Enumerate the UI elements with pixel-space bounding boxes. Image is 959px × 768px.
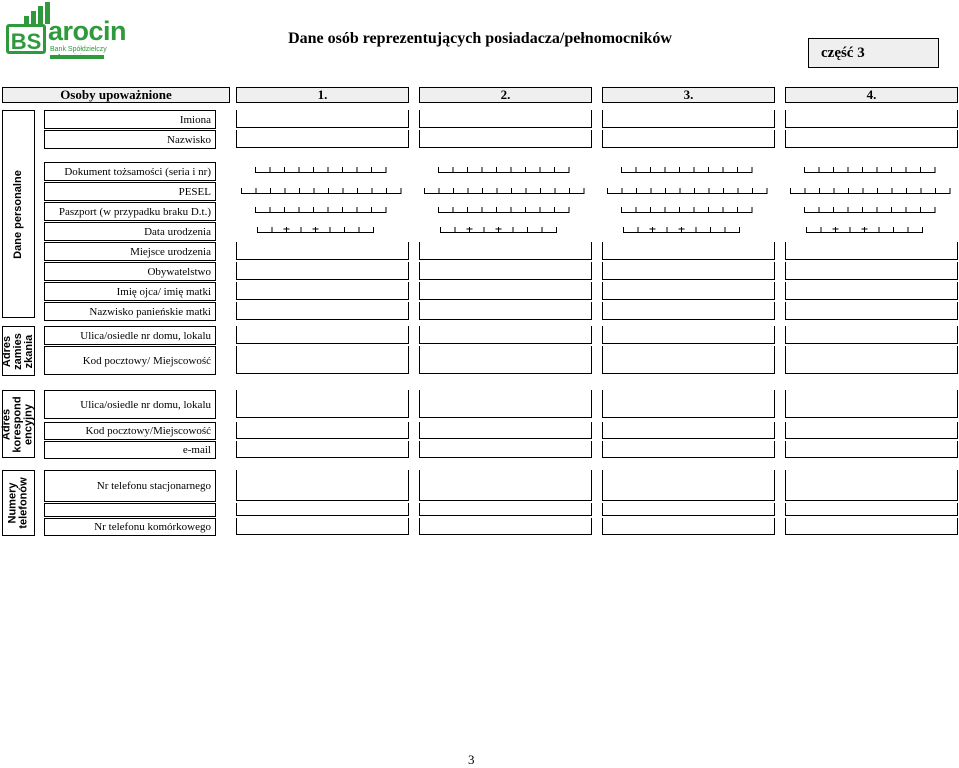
label-first-name: Imiona: [44, 110, 216, 129]
logo-name: arocin: [48, 16, 127, 46]
landline-field-1[interactable]: [236, 470, 409, 501]
maiden-name-field-4[interactable]: [785, 302, 958, 320]
passport-digits-3[interactable]: [621, 205, 753, 214]
first-name-field-2[interactable]: [419, 110, 592, 128]
label-birth-place: Miejsce urodzenia: [44, 242, 216, 261]
label-pesel: PESEL: [44, 182, 216, 201]
parents-names-field-3[interactable]: [602, 282, 775, 300]
first-name-field-4[interactable]: [785, 110, 958, 128]
birth-date-digits-4[interactable]: [806, 225, 923, 234]
label-last-name: Nazwisko: [44, 130, 216, 149]
logo-abbr: BS: [6, 24, 46, 54]
label-mobile: Nr telefonu komórkowego: [44, 518, 216, 536]
section-correspondence-label: Adres korespond encyjny: [1, 395, 35, 453]
id-document-digits-1[interactable]: [255, 165, 387, 174]
corr-street-field-2[interactable]: [419, 390, 592, 418]
email-field-4[interactable]: [785, 441, 958, 458]
label-parents-names: Imię ojca/ imię matki: [44, 282, 216, 301]
page-number: 3: [468, 752, 475, 767]
pesel-digits-4[interactable]: [790, 186, 951, 195]
citizenship-field-3[interactable]: [602, 262, 775, 280]
section-phones-label: Numery telefonów: [6, 477, 30, 529]
citizenship-field-1[interactable]: [236, 262, 409, 280]
label-residence-postal: Kod pocztowy/ Miejscowość: [44, 346, 216, 375]
column-header-1: 1.: [236, 87, 409, 103]
logo-subtitle: Bank Spółdzielczy: [50, 46, 107, 53]
corr-postal-field-4[interactable]: [785, 422, 958, 439]
corr-postal-field-2[interactable]: [419, 422, 592, 439]
label-corr-street: Ulica/osiedle nr domu, lokalu: [44, 390, 216, 419]
email-field-1[interactable]: [236, 441, 409, 458]
email-field-2[interactable]: [419, 441, 592, 458]
label-birth-date: Data urodzenia: [44, 222, 216, 241]
residence-postal-field-2[interactable]: [419, 346, 592, 374]
parents-names-field-4[interactable]: [785, 282, 958, 300]
label-email: e-mail: [44, 441, 216, 459]
column-header-4: 4.: [785, 87, 958, 103]
corr-street-field-4[interactable]: [785, 390, 958, 418]
last-name-field-3[interactable]: [602, 130, 775, 148]
birth-date-digits-3[interactable]: [623, 225, 740, 234]
section-residence-label: Adres zamies zkania: [1, 332, 35, 370]
mobile-field-3[interactable]: [602, 518, 775, 535]
residence-postal-field-1[interactable]: [236, 346, 409, 374]
passport-digits-4[interactable]: [804, 205, 936, 214]
label-citizenship: Obywatelstwo: [44, 262, 216, 281]
phone-extra-field-2[interactable]: [419, 503, 592, 516]
logo-strip: [50, 55, 104, 59]
mobile-field-1[interactable]: [236, 518, 409, 535]
label-passport: Paszport (w przypadku braku D.t.): [44, 202, 216, 221]
column-header-3: 3.: [602, 87, 775, 103]
landline-field-3[interactable]: [602, 470, 775, 501]
residence-postal-field-4[interactable]: [785, 346, 958, 374]
id-document-digits-2[interactable]: [438, 165, 570, 174]
authorized-persons-header: Osoby upoważnione: [2, 87, 230, 103]
first-name-field-3[interactable]: [602, 110, 775, 128]
label-landline: Nr telefonu stacjonarnego: [44, 470, 216, 502]
landline-field-2[interactable]: [419, 470, 592, 501]
section-correspondence-address: [2, 390, 35, 458]
birth-date-digits-1[interactable]: [257, 225, 374, 234]
last-name-field-4[interactable]: [785, 130, 958, 148]
citizenship-field-4[interactable]: [785, 262, 958, 280]
landline-field-4[interactable]: [785, 470, 958, 501]
maiden-name-field-1[interactable]: [236, 302, 409, 320]
passport-digits-2[interactable]: [438, 205, 570, 214]
label-residence-street: Ulica/osiedle nr domu, lokalu: [44, 326, 216, 345]
last-name-field-2[interactable]: [419, 130, 592, 148]
label-maiden-name: Nazwisko panieńskie matki: [44, 302, 216, 321]
column-header-2: 2.: [419, 87, 592, 103]
id-document-digits-4[interactable]: [804, 165, 936, 174]
maiden-name-field-2[interactable]: [419, 302, 592, 320]
first-name-field-1[interactable]: [236, 110, 409, 128]
email-field-3[interactable]: [602, 441, 775, 458]
residence-street-field-3[interactable]: [602, 326, 775, 344]
phone-extra-field-3[interactable]: [602, 503, 775, 516]
birth-place-field-1[interactable]: [236, 242, 409, 260]
pesel-digits-3[interactable]: [607, 186, 768, 195]
residence-street-field-1[interactable]: [236, 326, 409, 344]
pesel-digits-1[interactable]: [241, 186, 402, 195]
mobile-field-2[interactable]: [419, 518, 592, 535]
section-personal-label: Dane personalne: [12, 169, 25, 259]
phone-extra-field-4[interactable]: [785, 503, 958, 516]
parents-names-field-1[interactable]: [236, 282, 409, 300]
parents-names-field-2[interactable]: [419, 282, 592, 300]
phone-extra-field-1[interactable]: [236, 503, 409, 516]
maiden-name-field-3[interactable]: [602, 302, 775, 320]
corr-postal-field-3[interactable]: [602, 422, 775, 439]
passport-digits-1[interactable]: [255, 205, 387, 214]
section-phone-numbers: [2, 470, 35, 536]
page-title: Dane osób reprezentujących posiadacza/pełnomocników: [288, 30, 672, 47]
last-name-field-1[interactable]: [236, 130, 409, 148]
part-label: część 3: [808, 38, 939, 68]
label-id-document: Dokument tożsamości (seria i nr): [44, 162, 216, 181]
pesel-digits-2[interactable]: [424, 186, 585, 195]
bank-logo: [2, 2, 127, 62]
birth-date-digits-2[interactable]: [440, 225, 557, 234]
citizenship-field-2[interactable]: [419, 262, 592, 280]
mobile-field-4[interactable]: [785, 518, 958, 535]
corr-street-field-3[interactable]: [602, 390, 775, 418]
residence-postal-field-3[interactable]: [602, 346, 775, 374]
residence-street-field-2[interactable]: [419, 326, 592, 344]
phone-spacer: [44, 503, 216, 517]
corr-street-field-1[interactable]: [236, 390, 409, 418]
residence-street-field-4[interactable]: [785, 326, 958, 344]
section-personal-data: [2, 110, 35, 318]
birth-place-field-2[interactable]: [419, 242, 592, 260]
birth-place-field-3[interactable]: [602, 242, 775, 260]
label-corr-postal: Kod pocztowy/Miejscowość: [44, 422, 216, 440]
corr-postal-field-1[interactable]: [236, 422, 409, 439]
birth-place-field-4[interactable]: [785, 242, 958, 260]
section-residence-address: [2, 326, 35, 376]
id-document-digits-3[interactable]: [621, 165, 753, 174]
